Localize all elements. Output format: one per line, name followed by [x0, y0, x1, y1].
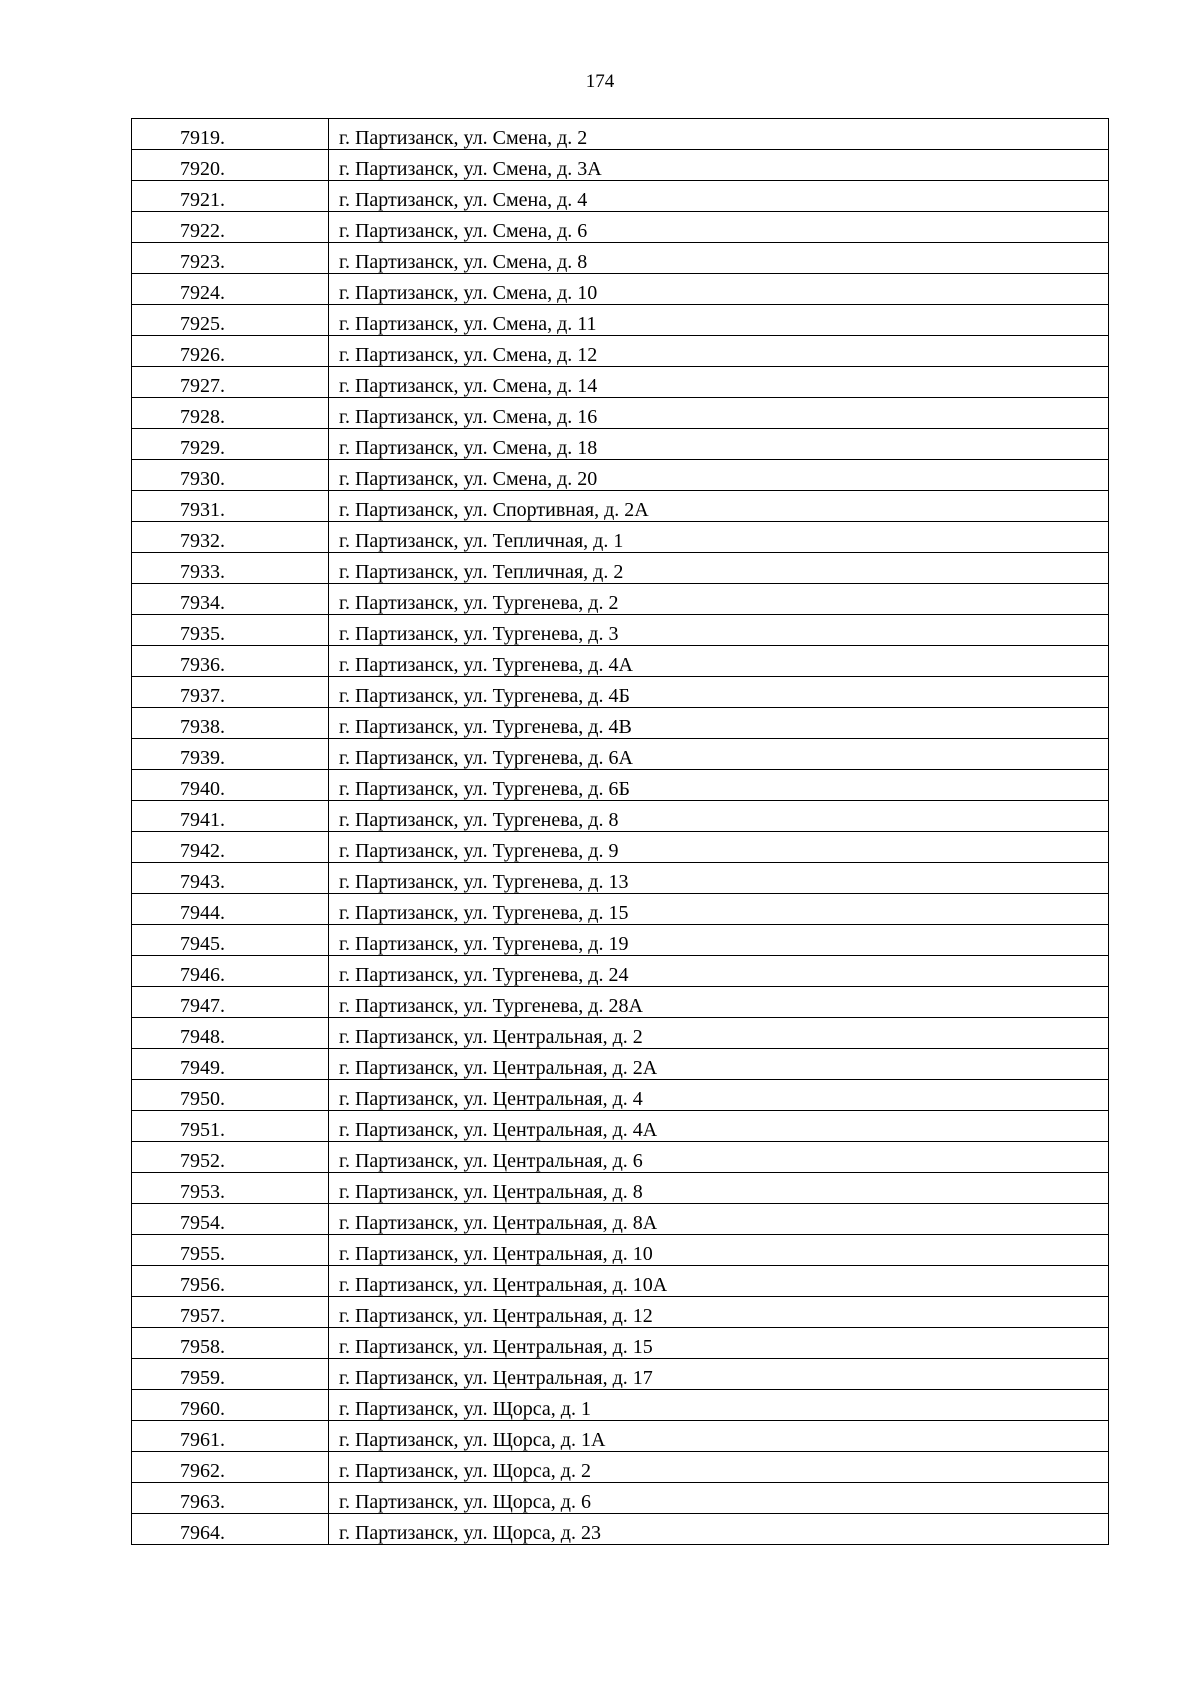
address-table: [131, 118, 1109, 1545]
address-cell: [329, 956, 1109, 987]
row-number: 7956.: [180, 1274, 225, 1296]
row-number: 7932.: [180, 530, 225, 552]
address-cell: [329, 584, 1109, 615]
row-number-cell: [132, 1452, 329, 1483]
row-number-cell: [132, 1080, 329, 1111]
address-text: г. Партизанск, ул. Центральная, д. 12: [339, 1305, 653, 1327]
address-text: г. Партизанск, ул. Тургенева, д. 13: [339, 871, 629, 893]
address-cell: [329, 1452, 1109, 1483]
address-cell: [329, 863, 1109, 894]
row-number: 7954.: [180, 1212, 225, 1234]
row-number: 7952.: [180, 1150, 225, 1172]
row-number: 7929.: [180, 437, 225, 459]
row-number-cell: [132, 1359, 329, 1390]
table-row: [132, 305, 1109, 336]
address-text: г. Партизанск, ул. Тургенева, д. 9: [339, 840, 619, 862]
row-number-cell: [132, 832, 329, 863]
address-cell: [329, 119, 1109, 150]
row-number: 7944.: [180, 902, 225, 924]
row-number-cell: [132, 181, 329, 212]
address-cell: [329, 522, 1109, 553]
row-number-cell: [132, 770, 329, 801]
table-row: [132, 1390, 1109, 1421]
address-text: г. Партизанск, ул. Смена, д. 4: [339, 189, 588, 211]
row-number: 7924.: [180, 282, 225, 304]
table-row: [132, 739, 1109, 770]
row-number-cell: [132, 646, 329, 677]
row-number-cell: [132, 1328, 329, 1359]
table-row: [132, 1049, 1109, 1080]
row-number-cell: [132, 491, 329, 522]
address-cell: [329, 1483, 1109, 1514]
address-cell: [329, 1080, 1109, 1111]
row-number: 7945.: [180, 933, 225, 955]
table-row: [132, 1018, 1109, 1049]
table-row: [132, 1359, 1109, 1390]
address-text: г. Партизанск, ул. Центральная, д. 6: [339, 1150, 643, 1172]
address-cell: [329, 1018, 1109, 1049]
address-cell: [329, 274, 1109, 305]
table-row: [132, 1204, 1109, 1235]
address-text: г. Партизанск, ул. Смена, д. 2: [339, 127, 588, 149]
table-row: [132, 1235, 1109, 1266]
table-row: [132, 553, 1109, 584]
row-number: 7950.: [180, 1088, 225, 1110]
row-number: 7953.: [180, 1181, 225, 1203]
row-number: 7962.: [180, 1460, 225, 1482]
table-row: [132, 584, 1109, 615]
table-row: [132, 1266, 1109, 1297]
row-number-cell: [132, 1204, 329, 1235]
row-number-cell: [132, 274, 329, 305]
row-number: 7943.: [180, 871, 225, 893]
row-number-cell: [132, 1483, 329, 1514]
table-row: [132, 956, 1109, 987]
row-number-cell: [132, 460, 329, 491]
row-number: 7922.: [180, 220, 225, 242]
address-text: г. Партизанск, ул. Щорса, д. 6: [339, 1491, 591, 1513]
row-number: 7955.: [180, 1243, 225, 1265]
address-cell: [329, 1390, 1109, 1421]
row-number-cell: [132, 429, 329, 460]
table-row: [132, 398, 1109, 429]
address-text: г. Партизанск, ул. Центральная, д. 15: [339, 1336, 653, 1358]
address-text: г. Партизанск, ул. Смена, д. 10: [339, 282, 598, 304]
row-number-cell: [132, 987, 329, 1018]
table-row: [132, 1452, 1109, 1483]
address-cell: [329, 708, 1109, 739]
address-cell: [329, 212, 1109, 243]
row-number-cell: [132, 336, 329, 367]
address-text: г. Партизанск, ул. Центральная, д. 10А: [339, 1274, 668, 1296]
address-cell: [329, 305, 1109, 336]
table-row: [132, 274, 1109, 305]
row-number: 7923.: [180, 251, 225, 273]
address-cell: [329, 367, 1109, 398]
address-cell: [329, 491, 1109, 522]
row-number: 7930.: [180, 468, 225, 490]
address-text: г. Партизанск, ул. Тургенева, д. 6А: [339, 747, 633, 769]
row-number-cell: [132, 1111, 329, 1142]
address-cell: [329, 1266, 1109, 1297]
table-row: [132, 863, 1109, 894]
row-number: 7963.: [180, 1491, 225, 1513]
table-row: [132, 429, 1109, 460]
table-row: [132, 615, 1109, 646]
table-row: [132, 367, 1109, 398]
row-number: 7947.: [180, 995, 225, 1017]
row-number: 7940.: [180, 778, 225, 800]
row-number: 7933.: [180, 561, 225, 583]
table-row: [132, 1297, 1109, 1328]
table-row: [132, 646, 1109, 677]
table-row: [132, 1080, 1109, 1111]
row-number-cell: [132, 677, 329, 708]
address-text: г. Партизанск, ул. Центральная, д. 2: [339, 1026, 643, 1048]
row-number: 7946.: [180, 964, 225, 986]
address-text: г. Партизанск, ул. Смена, д. 14: [339, 375, 598, 397]
row-number: 7919.: [180, 127, 225, 149]
address-cell: [329, 1235, 1109, 1266]
address-text: г. Партизанск, ул. Тургенева, д. 4А: [339, 654, 633, 676]
address-cell: [329, 832, 1109, 863]
row-number: 7928.: [180, 406, 225, 428]
row-number-cell: [132, 863, 329, 894]
address-text: г. Партизанск, ул. Тургенева, д. 24: [339, 964, 629, 986]
row-number-cell: [132, 119, 329, 150]
address-cell: [329, 150, 1109, 181]
address-text: г. Партизанск, ул. Центральная, д. 8: [339, 1181, 643, 1203]
address-cell: [329, 987, 1109, 1018]
address-text: г. Партизанск, ул. Тургенева, д. 4В: [339, 716, 632, 738]
row-number-cell: [132, 1514, 329, 1545]
table-row: [132, 894, 1109, 925]
address-cell: [329, 398, 1109, 429]
address-text: г. Партизанск, ул. Тургенева, д. 6Б: [339, 778, 630, 800]
table-row: [132, 181, 1109, 212]
row-number-cell: [132, 1390, 329, 1421]
row-number: 7921.: [180, 189, 225, 211]
table-row: [132, 119, 1109, 150]
table-row: [132, 212, 1109, 243]
address-cell: [329, 553, 1109, 584]
table-row: [132, 1514, 1109, 1545]
table-row: [132, 522, 1109, 553]
table-row: [132, 336, 1109, 367]
address-text: г. Партизанск, ул. Тургенева, д. 4Б: [339, 685, 630, 707]
address-cell: [329, 1204, 1109, 1235]
table-row: [132, 708, 1109, 739]
table-row: [132, 925, 1109, 956]
row-number: 7939.: [180, 747, 225, 769]
table-row: [132, 987, 1109, 1018]
table-row: [132, 1483, 1109, 1514]
table-row: [132, 1142, 1109, 1173]
row-number: 7959.: [180, 1367, 225, 1389]
row-number: 7951.: [180, 1119, 225, 1141]
table-row: [132, 1173, 1109, 1204]
address-cell: [329, 770, 1109, 801]
row-number-cell: [132, 1235, 329, 1266]
address-text: г. Партизанск, ул. Тургенева, д. 8: [339, 809, 619, 831]
address-cell: [329, 1297, 1109, 1328]
table-row: [132, 1421, 1109, 1452]
address-cell: [329, 1142, 1109, 1173]
address-text: г. Партизанск, ул. Центральная, д. 2А: [339, 1057, 658, 1079]
row-number-cell: [132, 212, 329, 243]
address-text: г. Партизанск, ул. Тургенева, д. 2: [339, 592, 619, 614]
row-number-cell: [132, 615, 329, 646]
address-cell: [329, 925, 1109, 956]
row-number: 7949.: [180, 1057, 225, 1079]
row-number: 7937.: [180, 685, 225, 707]
address-cell: [329, 1514, 1109, 1545]
address-cell: [329, 615, 1109, 646]
address-text: г. Партизанск, ул. Центральная, д. 10: [339, 1243, 653, 1265]
row-number: 7920.: [180, 158, 225, 180]
row-number-cell: [132, 708, 329, 739]
address-cell: [329, 460, 1109, 491]
address-text: г. Партизанск, ул. Смена, д. 18: [339, 437, 598, 459]
address-cell: [329, 1359, 1109, 1390]
row-number: 7927.: [180, 375, 225, 397]
address-text: г. Партизанск, ул. Тепличная, д. 2: [339, 561, 624, 583]
address-text: г. Партизанск, ул. Тургенева, д. 3: [339, 623, 619, 645]
table-row: [132, 150, 1109, 181]
table-row: [132, 243, 1109, 274]
address-cell: [329, 1049, 1109, 1080]
table-row: [132, 770, 1109, 801]
row-number-cell: [132, 1297, 329, 1328]
address-text: г. Партизанск, ул. Тургенева, д. 28А: [339, 995, 643, 1017]
row-number: 7948.: [180, 1026, 225, 1048]
row-number: 7964.: [180, 1522, 225, 1544]
address-cell: [329, 739, 1109, 770]
row-number-cell: [132, 925, 329, 956]
address-text: г. Партизанск, ул. Тепличная, д. 1: [339, 530, 624, 552]
row-number-cell: [132, 367, 329, 398]
address-text: г. Партизанск, ул. Смена, д. 16: [339, 406, 598, 428]
row-number-cell: [132, 1421, 329, 1452]
address-cell: [329, 181, 1109, 212]
address-text: г. Партизанск, ул. Центральная, д. 17: [339, 1367, 653, 1389]
address-text: г. Партизанск, ул. Смена, д. 8: [339, 251, 588, 273]
address-text: г. Партизанск, ул. Щорса, д. 1А: [339, 1429, 606, 1451]
row-number: 7935.: [180, 623, 225, 645]
row-number-cell: [132, 739, 329, 770]
address-text: г. Партизанск, ул. Смена, д. 12: [339, 344, 598, 366]
row-number-cell: [132, 243, 329, 274]
address-cell: [329, 1111, 1109, 1142]
address-cell: [329, 801, 1109, 832]
address-text: г. Партизанск, ул. Щорса, д. 23: [339, 1522, 601, 1544]
address-cell: [329, 1173, 1109, 1204]
address-text: г. Партизанск, ул. Смена, д. 6: [339, 220, 588, 242]
row-number-cell: [132, 553, 329, 584]
row-number-cell: [132, 956, 329, 987]
row-number-cell: [132, 305, 329, 336]
row-number: 7942.: [180, 840, 225, 862]
address-text: г. Партизанск, ул. Смена, д. 3А: [339, 158, 602, 180]
row-number-cell: [132, 1266, 329, 1297]
row-number: 7957.: [180, 1305, 225, 1327]
row-number: 7960.: [180, 1398, 225, 1420]
row-number-cell: [132, 1049, 329, 1080]
address-cell: [329, 243, 1109, 274]
address-text: г. Партизанск, ул. Тургенева, д. 15: [339, 902, 629, 924]
row-number: 7931.: [180, 499, 225, 521]
row-number: 7926.: [180, 344, 225, 366]
table-row: [132, 832, 1109, 863]
row-number-cell: [132, 150, 329, 181]
address-cell: [329, 1328, 1109, 1359]
address-cell: [329, 336, 1109, 367]
address-text: г. Партизанск, ул. Центральная, д. 4: [339, 1088, 643, 1110]
page-number: 174: [585, 71, 615, 92]
address-text: г. Партизанск, ул. Центральная, д. 8А: [339, 1212, 658, 1234]
address-text: г. Партизанск, ул. Щорса, д. 1: [339, 1398, 591, 1420]
address-text: г. Партизанск, ул. Смена, д. 11: [339, 313, 597, 335]
row-number-cell: [132, 801, 329, 832]
row-number-cell: [132, 1018, 329, 1049]
table-row: [132, 1328, 1109, 1359]
table-row: [132, 1111, 1109, 1142]
row-number-cell: [132, 522, 329, 553]
table-row: [132, 460, 1109, 491]
address-cell: [329, 894, 1109, 925]
address-cell: [329, 677, 1109, 708]
address-table-body: [132, 119, 1109, 1545]
row-number: 7961.: [180, 1429, 225, 1451]
address-cell: [329, 646, 1109, 677]
row-number-cell: [132, 1173, 329, 1204]
address-cell: [329, 1421, 1109, 1452]
row-number-cell: [132, 398, 329, 429]
table-row: [132, 801, 1109, 832]
address-text: г. Партизанск, ул. Щорса, д. 2: [339, 1460, 591, 1482]
row-number: 7936.: [180, 654, 225, 676]
row-number-cell: [132, 894, 329, 925]
address-text: г. Партизанск, ул. Смена, д. 20: [339, 468, 598, 490]
row-number: 7934.: [180, 592, 225, 614]
row-number-cell: [132, 1142, 329, 1173]
row-number: 7941.: [180, 809, 225, 831]
address-cell: [329, 429, 1109, 460]
address-text: г. Партизанск, ул. Тургенева, д. 19: [339, 933, 629, 955]
address-text: г. Партизанск, ул. Центральная, д. 4А: [339, 1119, 658, 1141]
table-row: [132, 677, 1109, 708]
row-number-cell: [132, 584, 329, 615]
table-row: [132, 491, 1109, 522]
row-number: 7925.: [180, 313, 225, 335]
row-number: 7938.: [180, 716, 225, 738]
row-number: 7958.: [180, 1336, 225, 1358]
address-text: г. Партизанск, ул. Спортивная, д. 2А: [339, 499, 649, 521]
